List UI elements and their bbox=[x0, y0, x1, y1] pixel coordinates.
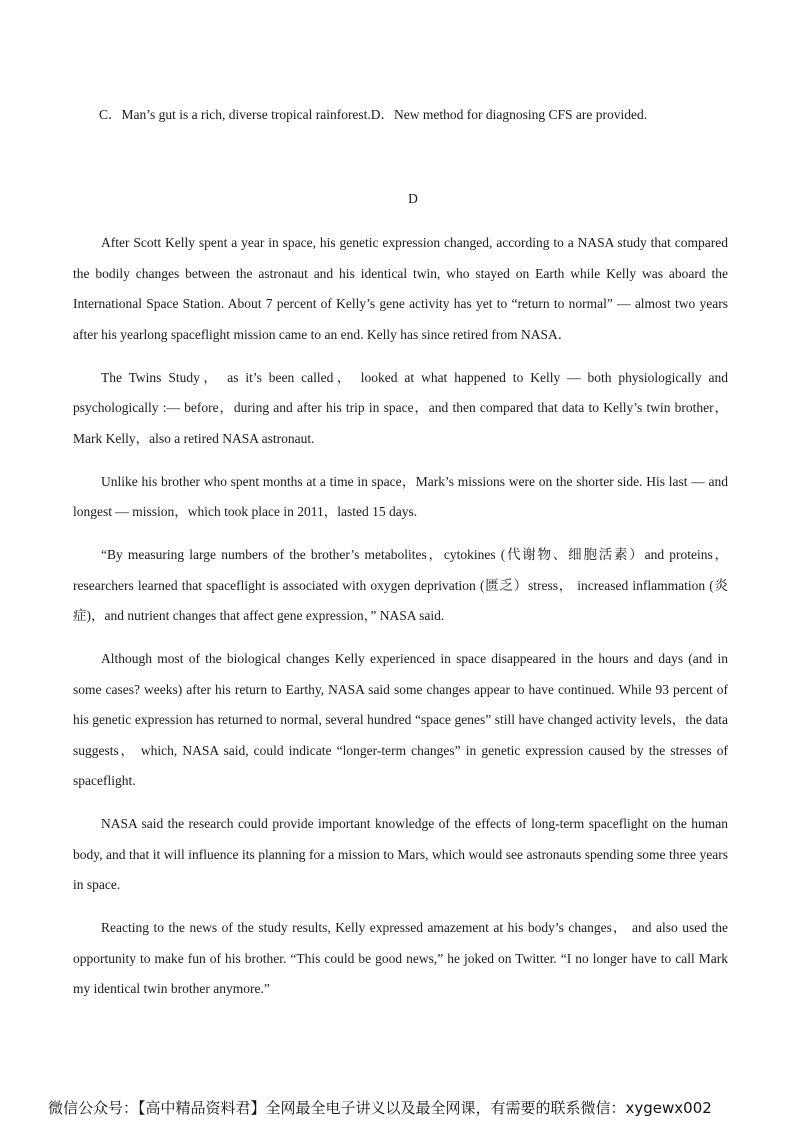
paragraph-1: After Scott Kelly spent a year in space, his genetic expression changed, according to a NASA study that compared the bodily changes between the astronaut and his identical twin, who stayed on Earth while Kelly was aboard the International Space Station. About 7 percent of Kelly’s gene activity has yet to “return to normal” — almost two years after his yearlong spaceflight mission came to an end. Kelly has since retired from NASA． bbox=[73, 235, 728, 342]
paragraph-3: Unlike his brother who spent months at a time in space，Mark’s missions were on the shorter side. His last — and longest — mission，which took place in 2011，lasted 15 days. bbox=[73, 473, 728, 519]
paragraph-5: Although most of the biological changes Kelly experienced in space disappeared in the hours and days (and in some cases? weeks) after his return to Earthy, NASA said some changes appear to have continued. While 93 percent of his genetic expression has returned to normal, several hundred “space genes” still have changed activity levels，the data suggests， which, NASA said, could indicate “longer-term changes” in genetic expression caused by the stresses of spaceflight. bbox=[73, 651, 728, 788]
article-body bbox=[73, 228, 728, 1017]
footer-wechat-notice: 微信公众号：【高中精品资料君】全网最全电子讲义以及最全网课，有需要的联系微信：xygewx002 bbox=[48, 1099, 712, 1117]
paragraph-4: “By measuring large numbers of the brother’s metabolites，cytokines (代谢物、细胞活素）and proteins，researchers learned that spaceflight is associated with oxygen deprivation (匮乏）stress， increased inflammation (炎症)，and nutrient changes that affect gene expression，” NASA said. bbox=[73, 547, 728, 623]
section-label: D bbox=[408, 191, 418, 206]
answer-options-line: C．Man’s gut is a rich, diverse tropical rainforest.D．New method for diagnosing CFS are provided. bbox=[99, 107, 648, 122]
paragraph-2: The Twins Study， as it’s been called， looked at what happened to Kelly — both physiologically and psychologically :— before，during and after his trip in space，and then compared that data to Kelly’s twin brother，Mark Kelly，also a retired NASA astronaut. bbox=[73, 369, 728, 446]
paragraph-6: NASA said the research could provide important knowledge of the effects of long-term spaceflight on the human body, and that it will influence its planning for a mission to Mars, which would see astronauts spending some three years in space. bbox=[73, 816, 728, 892]
paragraph-7: Reacting to the news of the study results, Kelly expressed amazement at his body’s changes， and also used the opportunity to make fun of his brother. “This could be good news,” he joked on Twitter. “I no longer have to call Mark my identical twin brother anymore.” bbox=[73, 920, 728, 996]
